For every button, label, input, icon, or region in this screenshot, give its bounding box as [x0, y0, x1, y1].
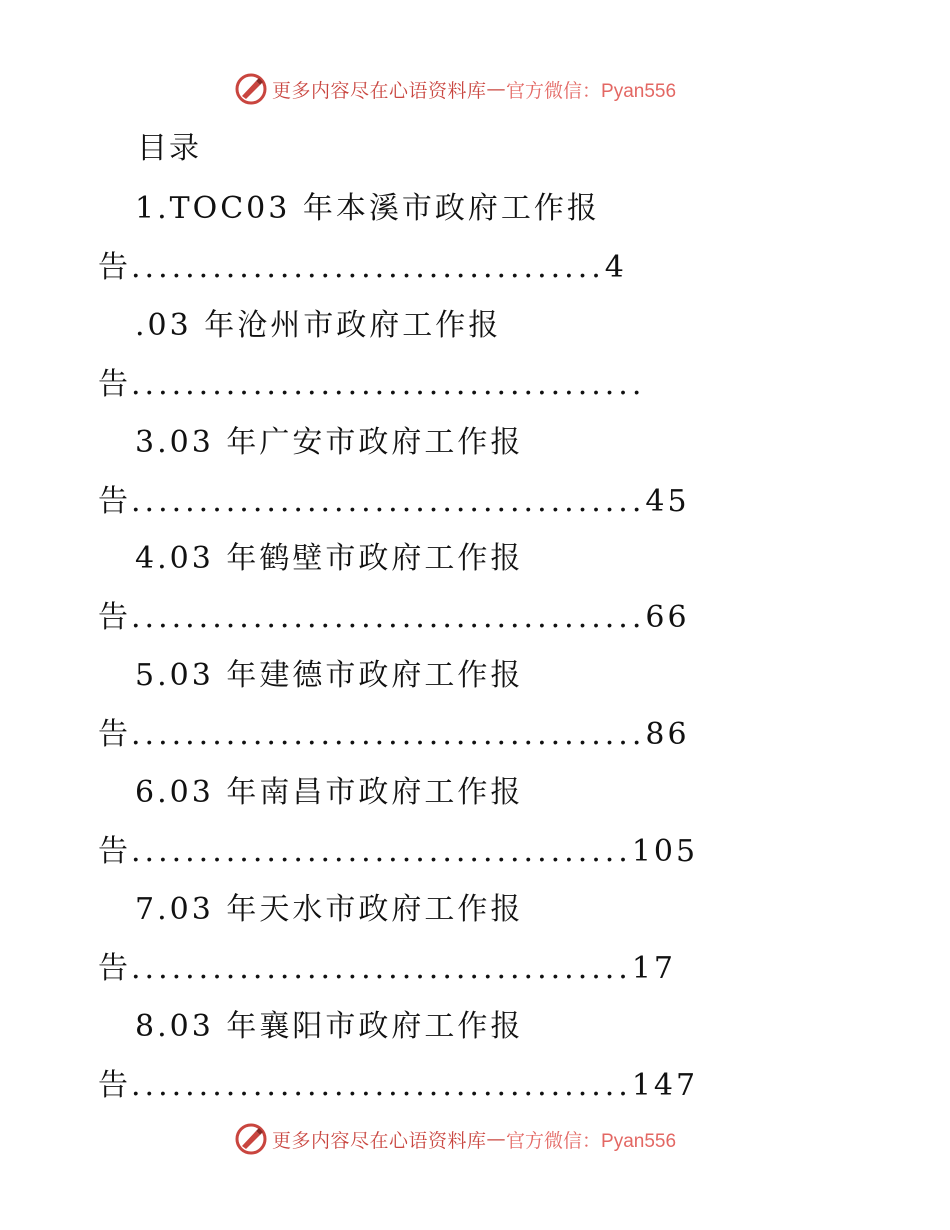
toc-leader-dots: ...................................... [131, 367, 646, 402]
toc-entry-title[interactable]: 1.TOC03 年本溪市政府工作报 [135, 191, 600, 226]
toc-entry-tail[interactable] [98, 242, 627, 286]
banner-main-text: 更多内容尽在心语资料库 [272, 79, 487, 102]
toc-entry-title[interactable]: 7.03 年天水市政府工作报 [135, 892, 524, 927]
toc-entry-title[interactable]: 5.03 年建德市政府工作报 [135, 658, 524, 693]
toc-entry-tail[interactable] [98, 1060, 698, 1104]
toc-leader-dots: ..................................... [131, 834, 632, 869]
header-banner[interactable] [234, 70, 676, 108]
pen-logo-icon [234, 72, 268, 106]
toc-entry-tail[interactable] [98, 943, 676, 987]
toc-entry-tail-char: 告 [98, 1068, 131, 1103]
banner-wechat-text: 官方微信：Pyan556 [506, 80, 677, 102]
toc-leader-dots: ...................................... [131, 717, 646, 752]
toc-entry-tail-char: 告 [98, 600, 131, 635]
toc-page-number: 45 [645, 484, 690, 519]
toc-entry-tail[interactable] [98, 592, 690, 636]
toc-page-number: 4 [604, 250, 627, 285]
toc-leader-dots: ...................................... [131, 484, 646, 519]
toc-entry-tail-char: 告 [98, 834, 131, 869]
toc-title: 目录 [137, 131, 201, 166]
toc-entry-tail-char: 告 [98, 717, 131, 752]
pen-logo-icon [234, 1122, 268, 1156]
toc-page-number: 105 [631, 834, 699, 869]
toc-page-number: 86 [645, 717, 690, 752]
toc-entry-tail[interactable] [98, 826, 698, 870]
toc-page-number: 66 [645, 600, 690, 635]
toc-entry-tail-char: 告 [98, 250, 131, 285]
toc-leader-dots: ..................................... [131, 951, 632, 986]
toc-page-number: 147 [631, 1068, 699, 1103]
toc-entry-tail[interactable] [98, 359, 645, 403]
toc-entry-tail-char: 告 [98, 484, 131, 519]
banner-wechat-text: 官方微信：Pyan556 [506, 1130, 677, 1152]
banner-separator: — [486, 78, 507, 100]
toc-entry-title[interactable]: 8.03 年襄阳市政府工作报 [135, 1009, 524, 1044]
toc-entry-tail-char: 告 [98, 367, 131, 402]
toc-entry-tail[interactable] [98, 709, 690, 753]
toc-entry-title[interactable]: .03 年沧州市政府工作报 [135, 308, 502, 343]
toc-leader-dots: ...................................... [131, 600, 646, 635]
toc-entry-title[interactable]: 4.03 年鹤壁市政府工作报 [135, 541, 524, 576]
toc-leader-dots: ................................... [131, 250, 605, 285]
toc-entry-tail-char: 告 [98, 951, 131, 986]
toc-entry-title[interactable]: 6.03 年南昌市政府工作报 [135, 775, 524, 810]
toc-entry-title[interactable]: 3.03 年广安市政府工作报 [135, 425, 524, 460]
banner-separator: — [486, 1128, 507, 1150]
footer-banner[interactable] [234, 1120, 676, 1158]
toc-entry-tail[interactable] [98, 476, 690, 520]
toc-leader-dots: ..................................... [131, 1068, 632, 1103]
toc-page-number: 17 [631, 951, 677, 986]
banner-main-text: 更多内容尽在心语资料库 [272, 1129, 487, 1152]
